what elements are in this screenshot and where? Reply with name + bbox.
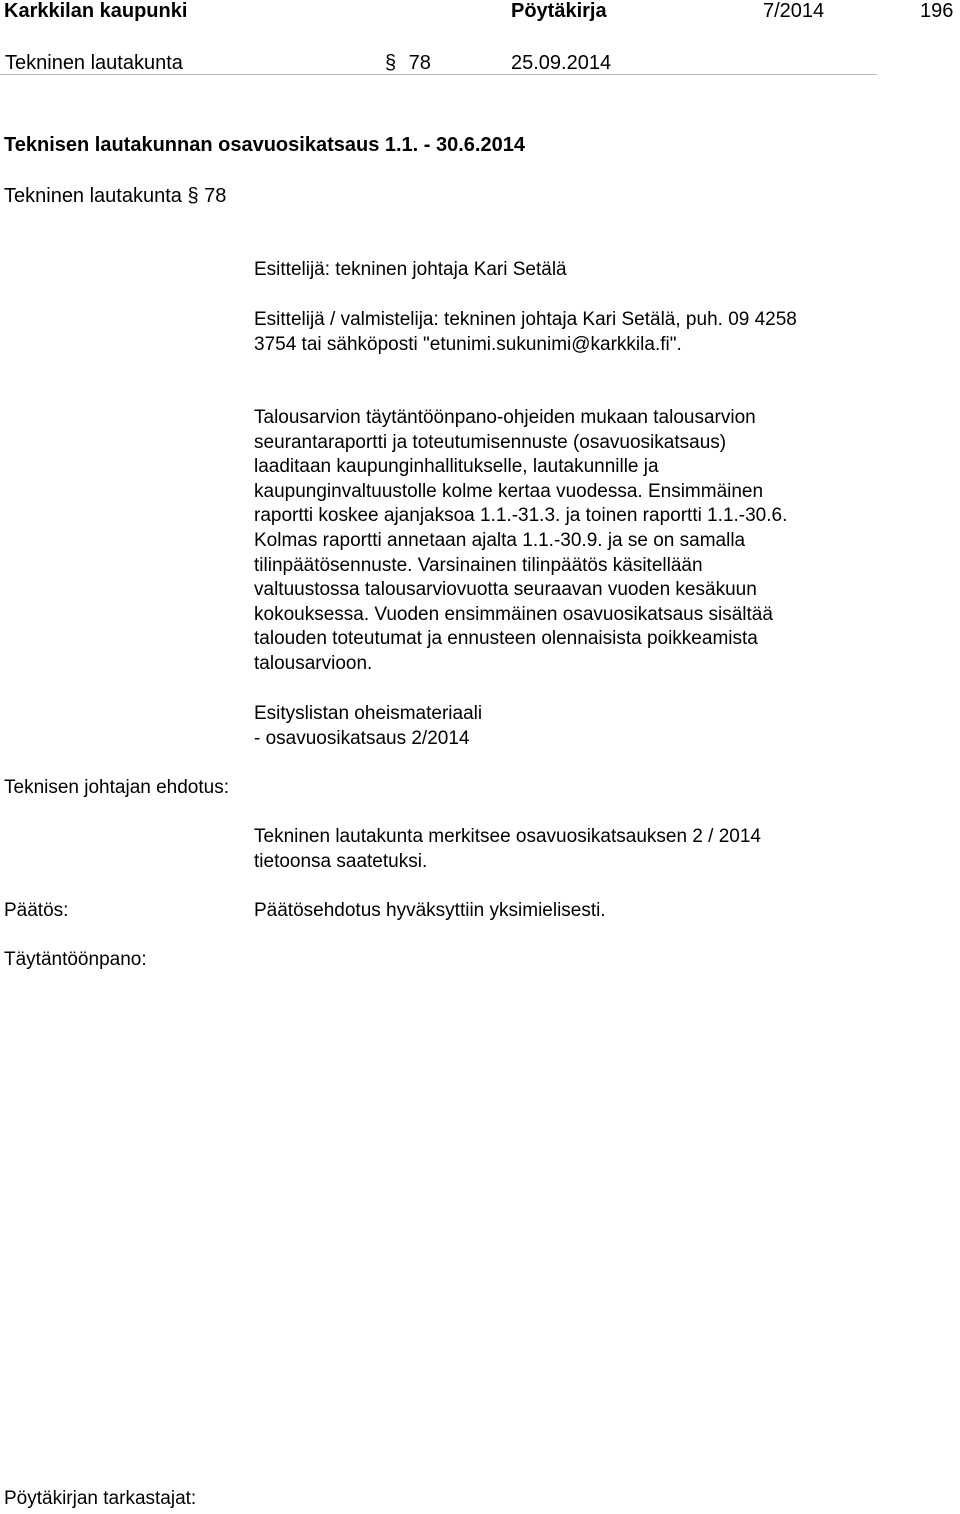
- meeting-date: 25.09.2014: [511, 52, 612, 74]
- page-title: Teknisen lautakunnan osavuosikatsaus 1.1. - 30.6.2014: [4, 134, 525, 156]
- proposal-label: Teknisen johtajan ehdotus:: [4, 777, 229, 798]
- page-number: 196: [920, 0, 954, 22]
- document-type: Pöytäkirja: [511, 0, 607, 22]
- attachments-line: Esityslistan oheismateriaali: [254, 703, 483, 724]
- reviewers-label: Pöytäkirjan tarkastajat:: [4, 1488, 197, 1509]
- attachments-line: - osavuosikatsaus 2/2014: [254, 727, 470, 749]
- body-line: kokouksessa. Vuoden ensimmäinen osavuosikatsaus sisältää: [254, 603, 773, 625]
- body-line: talouden toteutumat ja ennusteen olennaisista poikkeamista: [254, 628, 758, 650]
- attachments-paragraph: [254, 702, 854, 751]
- body-line: talousarvioon.: [254, 652, 373, 674]
- preparer-paragraph: [254, 308, 854, 357]
- body-line: raportti koskee ajanjaksoa 1.1.-31.3. ja toinen raportti 1.1.-30.6.: [254, 505, 788, 527]
- body-line: tilinpäätösennuste. Varsinainen tilinpäätös käsitellään: [254, 554, 703, 576]
- body-line: laaditaan kaupunginhallitukselle, lautakunnille ja: [254, 456, 659, 478]
- body-line: seurantaraportti ja toteutumisennuste (osavuosikatsaus): [254, 431, 727, 453]
- decision-text: Päätösehdotus hyväksyttiin yksimielisesti.: [254, 900, 606, 921]
- body-line: Talousarvion täytäntöönpano-ohjeiden mukaan talousarvion: [254, 407, 756, 428]
- proposal-line: tietoonsa saatetuksi.: [254, 850, 428, 872]
- decision-label: Päätös:: [4, 900, 69, 921]
- committee-name: Tekninen lautakunta: [5, 52, 183, 74]
- section-number: § 78: [385, 52, 431, 74]
- body-line: Kolmas raportti annetaan ajalta 1.1.-30.9. ja se on samalla: [254, 529, 746, 551]
- preparer-line: 3754 tai sähköposti "etunimi.sukunimi@karkkila.fi".: [254, 333, 682, 355]
- document-number: 7/2014: [763, 0, 825, 22]
- body-line: kaupunginvaltuustolle kolme kertaa vuodessa. Ensimmäinen: [254, 480, 764, 502]
- body-paragraph: [254, 406, 854, 677]
- preparer-line: Esittelijä / valmistelija: tekninen johtaja Kari Setälä, puh. 09 4258: [254, 309, 797, 330]
- municipality-name: Karkkilan kaupunki: [4, 0, 188, 22]
- implementation-label: Täytäntöönpano:: [4, 949, 147, 970]
- previous-section-reference: Tekninen lautakunta § 78: [4, 185, 227, 207]
- proposal-paragraph: [254, 825, 854, 874]
- proposal-line: Tekninen lautakunta merkitsee osavuosikatsauksen 2 / 2014: [254, 826, 761, 847]
- presenter-line: Esittelijä: tekninen johtaja Kari Setälä: [254, 259, 567, 280]
- header-divider: [0, 74, 877, 75]
- body-line: valtuustossa talousarviovuotta seuraavan vuoden kesäkuun: [254, 579, 757, 601]
